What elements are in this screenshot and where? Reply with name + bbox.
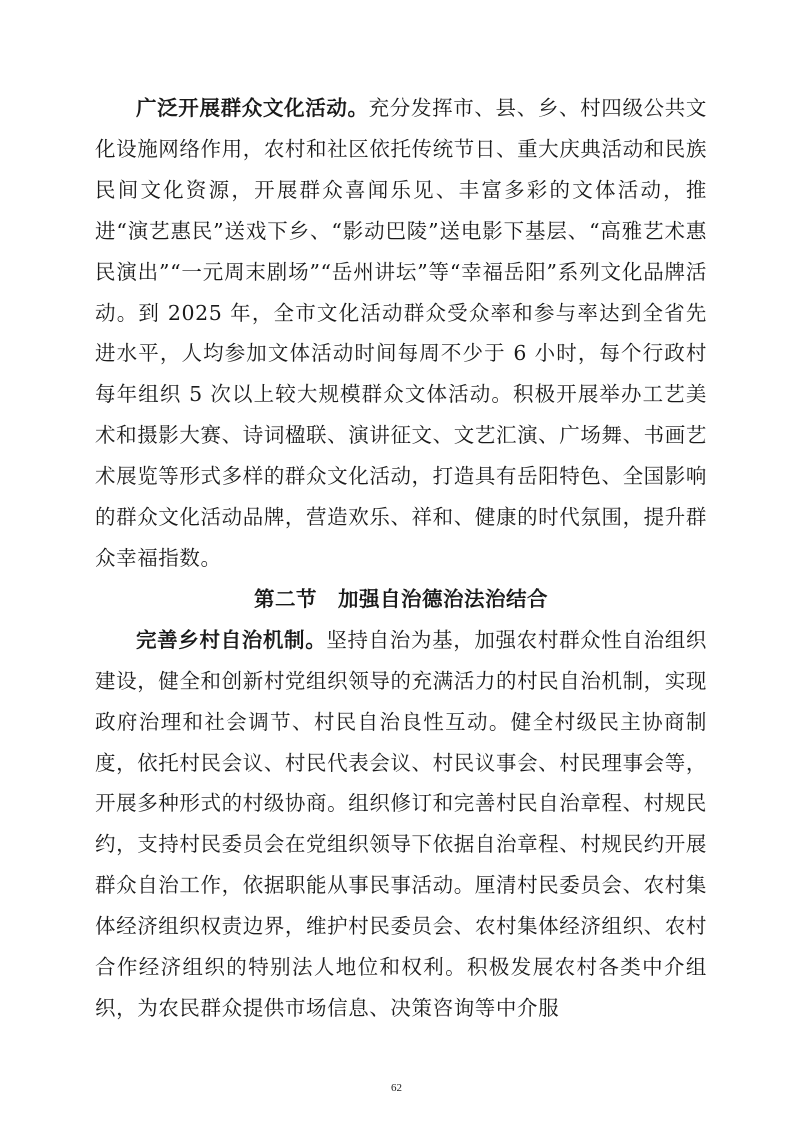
page-number: 62 bbox=[391, 1082, 402, 1094]
paragraph-cultural-activities bbox=[95, 88, 707, 579]
document-body bbox=[95, 88, 707, 1029]
paragraph-lead-heading: 完善乡村自治机制。 bbox=[136, 627, 327, 652]
paragraph-body-text: 充分发挥市、县、乡、村四级公共文化设施网络作用，农村和社区依托传统节日、重大庆典活动和民族民间文化资源，开展群众喜闻乐见、丰富多彩的文体活动，推进“演艺惠民”送戏下乡、“影动巴陵”送电影下基层、“高雅艺术惠民演出”“一元周末剧场”“岳州讲坛”等“幸福岳阳”系列文化品牌活动。到 2025 年，全市文化活动群众受众率和参与率达到全省先进水平，人均参加文体活动时间每周不少于 6 小时，每个行政村每年组织 5 次以上较大规模群众文体活动。积极开展举办工艺美术和摄影大赛、诗词楹联、演讲征文、文艺汇演、广场舞、书画艺术展览等形式多样的群众文化活动，打造具有岳阳特色、全国影响的群众文化活动品牌，营造欢乐、祥和、健康的时代氛围，提升群众幸福指数。 bbox=[95, 96, 707, 570]
paragraph-body-text: 坚持自治为基，加强农村群众性自治组织建设，健全和创新村党组织领导的充满活力的村民自治机制，实现政府治理和社会调节、村民自治良性互动。健全村级民主协商制度，依托村民会议、村民代表会议、村民议事会、村民理事会等，开展多种形式的村级协商。组织修订和完善村民自治章程、村规民约，支持村民委员会在党组织领导下依据自治章程、村规民约开展群众自治工作，依据职能从事民事活动。厘清村民委员会、农村集体经济组织权责边界，维护村民委员会、农村集体经济组织、农村合作经济组织的特别法人地位和权利。积极发展农村各类中介组织，为农民群众提供市场信息、决策咨询等中介服 bbox=[95, 627, 707, 1020]
section-heading: 第二节 加强自治德治法治结合 bbox=[254, 586, 548, 611]
paragraph-lead-heading: 广泛开展群众文化活动。 bbox=[136, 96, 369, 120]
paragraph-village-autonomy bbox=[95, 620, 707, 1029]
